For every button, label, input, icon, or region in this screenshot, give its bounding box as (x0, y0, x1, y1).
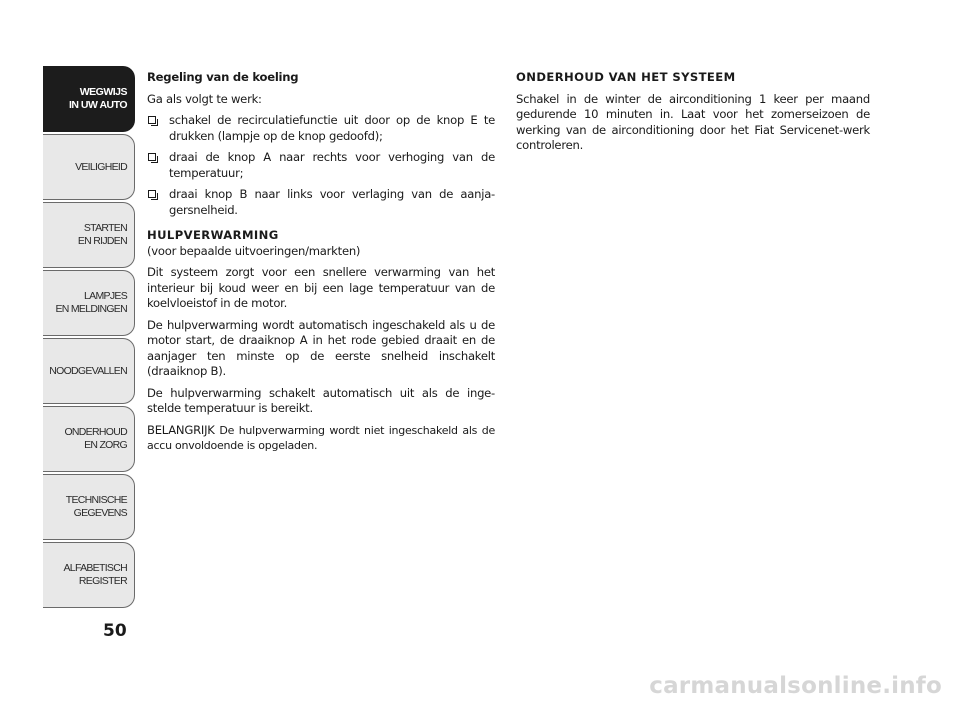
tab-label: ALFABETISCH REGISTER (63, 562, 127, 587)
paragraph: De hulpverwarming schakelt automatisch uit als de inge-stelde temperatuur is bereikt. (147, 385, 495, 415)
important-note (147, 423, 495, 454)
tab-label: ONDERHOUD EN ZORG (64, 426, 127, 451)
tab-noodgevallen[interactable] (43, 338, 135, 404)
paragraph: Dit systeem zorgt voor een snellere verwarming van het interieur bij koud weer en bij een lage temperatuur van de koelvloeistof in de motor. (147, 265, 495, 310)
list-item (147, 187, 495, 218)
page-number: 50 (103, 621, 127, 641)
list-item-text: schakel de recirculatiefunctie uit door op de knop E te drukken (lampje op de knop gedoofd); (169, 113, 495, 143)
list-item-text: draai de knop A naar rechts voor verhoging van de temperatuur; (169, 150, 495, 180)
checkbox-bullet-icon (148, 190, 156, 198)
tab-technische-gegevens[interactable] (43, 474, 135, 540)
tab-label: STARTEN EN RIJDEN (77, 222, 127, 247)
section-heading: ONDERHOUD VAN HET SYSTEEM (516, 70, 736, 84)
right-column (516, 70, 870, 160)
chapter-tabs (43, 66, 135, 610)
tab-alfabetisch-register[interactable] (43, 542, 135, 608)
paragraph: De hulpverwarming wordt automatisch ingeschakeld als u de motor start, de draaiknop A in het rode gebied draait en de aanjager ten minste op de eerste snelheid inschakelt (draaiknop B). (147, 317, 495, 378)
bullet-list (147, 113, 495, 218)
tab-label: TECHNISCHE GEGEVENS (65, 494, 127, 519)
tab-label: NOODGEVALLEN (49, 364, 127, 377)
tab-label: VEILIGHEID (75, 160, 127, 173)
section-title: Regeling van de koeling (147, 70, 299, 84)
paragraph: Schakel in de winter de airconditioning 1 keer per maand gedurende 10 minuten in. Laat voor het zomerseizoen de werking van de airconditioning door het Fiat Servicenet-werk controleren. (516, 91, 870, 152)
list-item (147, 113, 495, 144)
tab-label: LAMPJES EN MELDINGEN (55, 290, 127, 315)
list-item (147, 150, 495, 181)
list-item-text: draai knop B naar links voor verlaging van de aanja-gersnelheid. (169, 187, 495, 217)
important-text: De hulpverwarming wordt niet ingeschakeld als de accu onvoldoende is opgeladen. (147, 423, 495, 452)
left-column (147, 70, 495, 460)
checkbox-bullet-icon (148, 116, 156, 124)
tab-starten[interactable] (43, 202, 135, 268)
checkbox-bullet-icon (148, 153, 156, 161)
tab-veiligheid[interactable] (43, 134, 135, 200)
intro-text: Ga als volgt te werk: (147, 91, 262, 106)
heading-note: (voor bepaalde uitvoeringen/markten) (147, 243, 361, 258)
important-label: BELANGRIJK (147, 422, 215, 437)
tab-lampjes[interactable] (43, 270, 135, 336)
tab-label: WEGWIJS IN UW AUTO (69, 86, 127, 111)
tab-wegwijs[interactable] (43, 66, 135, 132)
watermark: carmanualsonline.info (649, 673, 942, 699)
hulpverwarming-heading-block (147, 228, 495, 259)
section-heading: HULPVERWARMING (147, 228, 279, 242)
tab-onderhoud[interactable] (43, 406, 135, 472)
